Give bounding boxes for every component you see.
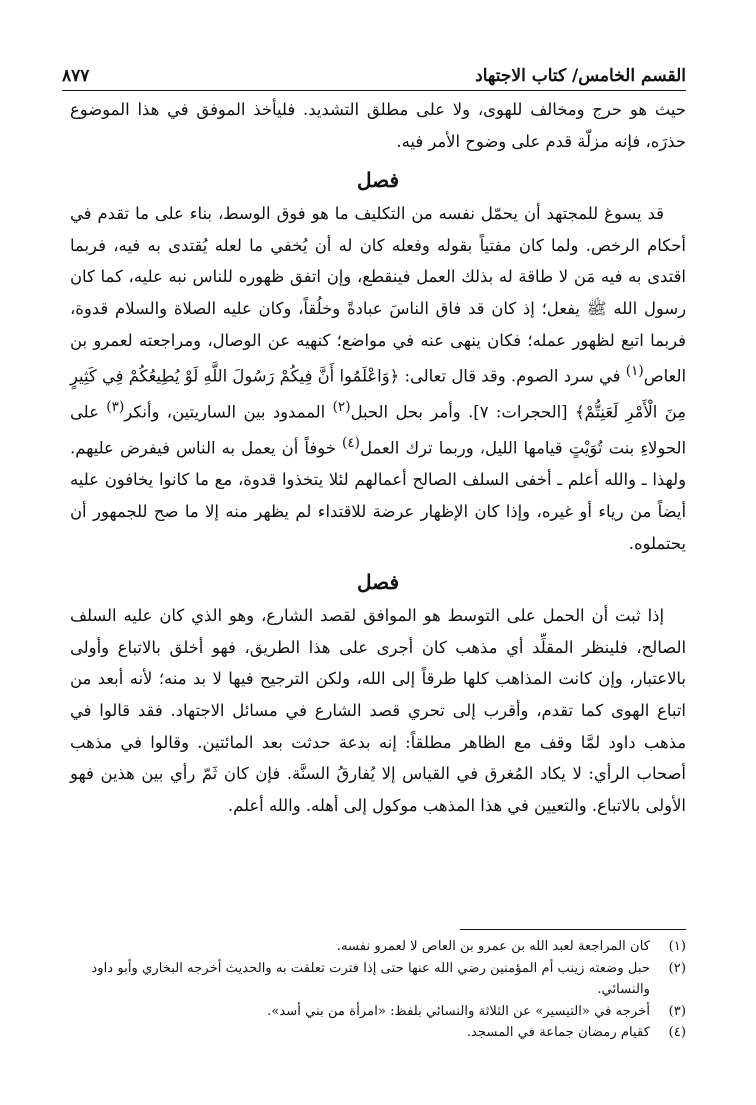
footnote-ref-4[interactable]: (٤) xyxy=(342,435,360,452)
paragraph-1: حيث هو حرج ومخالف للهوى، ولا على مطلق التشديد. فليأخذ الموفق في هذا الموضوع حذرَه، فإنه مزلّة قدم على وضوح الأمر فيه. xyxy=(70,100,686,151)
paragraph-3: إذا ثبت أن الحمل على التوسط هو الموافق لقصد الشارع، وهو الذي كان عليه السلف الصالح، فلينظر المقلِّد أي مذهب كان أجرى على هذا الطريق، فهو أخلق بالاتباع وأولى بالاعتبار، وإن كانت المذاهب كلها طرقاً إلى الله، ولكن الترجيح فيها لا بد منه؛ لأنه أبعد من اتباع الهوى كما تقدم، وأقرب إلى تحري قصد الشارع في مسائل الاجتهاد. فقد قالوا في مذهب داود لمَّا وقف مع الظاهر مطلقاً: إنه بدعة حدثت بعد المائتين. وقالوا في مذهب أصحاب الرأي: لا يكاد المُغرق في القياس إلا يُفارقُ السنَّة. فإن كان ثَمّ رأي بين هذين فهو الأولى بالاتباع. والتعيين في هذا المذهب موكول إلى أهله. والله أعلم. xyxy=(70,606,686,815)
footnote-number: (١) xyxy=(668,939,686,954)
footnote-ref-3[interactable]: (٣) xyxy=(106,399,125,416)
quran-verse: ﴿وَاعْلَمُوا أَنَّ فِيكُمْ رَسُولَ اللَّهِ لَوْ يُطِيعُكُمْ فِي كَثِيرٍ مِنَ الْأَمْرِ لَعَنِتُّمْ﴾ xyxy=(70,366,687,422)
footnote-text: كان المراجعة لعبد الله بن عمرو بن العاص لا لعمرو نفسه. xyxy=(336,939,650,954)
footnote-text: كقيام رمضان جماعة في المسجد. xyxy=(466,1025,650,1040)
footnote-1 xyxy=(62,936,686,958)
footnote-number: (٣) xyxy=(668,1003,686,1019)
verse-reference: [الحجرات: ٧] xyxy=(473,402,575,422)
paragraph-2-part-c: . وأمر بحل الحبل xyxy=(350,402,474,422)
running-header xyxy=(62,58,686,91)
footnote-4 xyxy=(62,1022,686,1044)
footnote-number: (٢) xyxy=(668,960,686,976)
footnote-3 xyxy=(62,1001,686,1023)
paragraph-2-part-b: في سرد الصوم. وقد قال تعالى: xyxy=(399,366,626,386)
paragraph-2 xyxy=(70,198,686,559)
footnote-ref-2[interactable]: (٢) xyxy=(332,399,351,416)
section-heading-1: فصل xyxy=(356,168,400,193)
page-number: ٨٧٧ xyxy=(62,66,90,86)
paragraph-2-part-d: الممدود بين الساريتين، وأنكر xyxy=(124,402,333,422)
footnote-text: أخرجه في «التيسير» عن الثلاثة والنسائي بلفظ: «امرأة من بني أسد». xyxy=(267,1003,650,1019)
footnote-number: (٤) xyxy=(668,1025,686,1040)
section-heading-2: فصل xyxy=(356,570,400,595)
footnote-text: حبل وضعته زينب أم المؤمنين رضي الله عنها حتى إذا فترت تعلقت به والحديث أخرجه البخاري وأبو داود والنسائي. xyxy=(91,960,650,997)
paragraph-2-part-f: خوفاً أن يعمل به الناس فيفرض عليهم. ولهذا ـ والله أعلم ـ أخفى السلف الصالح أعمالهم لئلا يتخذوا قدوة، مع ما كانوا يخافون عليه أيضاً من رياء أو غيره، وإذا كان الإظهار عرضة للاقتداء لم يظهر منه إلا ما صح للجمهور أن يحتملوه. xyxy=(70,438,686,553)
paragraph-2-part-a: قد يسوغ للمجتهد أن يحمّل نفسه من التكليف ما هو فوق الوسط، بناء على ما تقدم في أحكام الرخص. ولما كان مفتياً بقوله وفعله كان له أن يُخفي ما لعله يُقتدى به فيه، فربما اقتدى به فيه مَن لا طاقة له بذلك العمل فينقطع، وإن اتفق ظهوره للناس نبه عليه، كما كان رسول الله ﷺ يفعل؛ إذ كان قد فاق الناسَ عبادةً وخلُقاً، وكان عليه الصلاة والسلام قدوة، فربما اتبع لظهور عمله؛ فكان ينهى عنه في مواضع؛ كنهيه عن الوصال، ومراجعته لعمرو بن العاص xyxy=(70,204,687,386)
paragraph-2-part-e: على الحولاءِ بنت تُوَيْتٍ قيامها الليل، وربما ترك العمل xyxy=(70,402,686,458)
main-text xyxy=(70,94,686,821)
running-title: القسم الخامس/ كتاب الاجتهاد xyxy=(475,66,686,86)
footnote-2 xyxy=(62,958,686,1001)
footnote-divider xyxy=(460,929,686,930)
footnotes xyxy=(62,936,686,1044)
footnote-ref-1[interactable]: (١) xyxy=(625,363,644,380)
